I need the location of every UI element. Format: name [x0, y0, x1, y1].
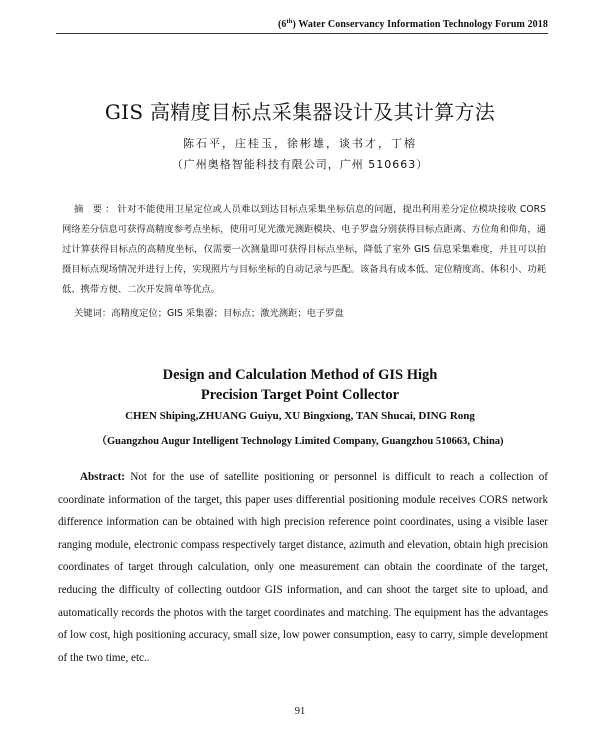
english-abstract-label: Abstract: [80, 471, 125, 483]
english-title-line-1: Design and Calculation Method of GIS High [162, 367, 438, 383]
english-abstract-text: Not for the use of satellite positioning or personnel is difficult to reach a collection of coordinate information of the target, this paper uses differential positioning module receives CORS network difference information can be obtained with high precision reference point coordinates, using a visible laser ranging module, electronic compass respectively target distance, azimuth and elevation, obtain high precision coordinates of target through calculation, only one measurement can obtain the coordinate of the target, reducing the difficulty of collecting outdoor GIS information, and can shoot the target site to upload, and automatically records the photos with the target coordinates and matching. The equipment has the advantages of low cost, high positioning accuracy, small size, low power consumption, easy to carry, simple development of the two time, etc.. [58, 471, 548, 664]
english-title [0, 365, 600, 405]
header-text: ) Water Conservancy Information Technology Forum 2018 [292, 19, 548, 30]
header-superscript: th [286, 18, 293, 25]
page-number: 91 [294, 706, 306, 717]
chinese-title: GIS 高精度目标点采集器设计及其计算方法 [104, 100, 496, 124]
running-header [278, 18, 548, 30]
header-prefix: (6 [277, 19, 287, 30]
english-authors: CHEN Shiping,ZHUANG Guiyu, XU Bingxiong, TAN Shucai, DING Rong [125, 410, 475, 422]
english-title-line-2: Precision Target Point Collector [200, 387, 400, 403]
header-rule [56, 33, 548, 34]
chinese-abstract [62, 200, 546, 300]
chinese-abstract-label: 摘 要： [74, 204, 118, 215]
english-affiliation: （Guangzhou Augur Intelligent Technology Limited Company, Guangzhou 510663, China) [96, 436, 504, 447]
chinese-abstract-text: 针对不能使用卫星定位或人员难以到达目标点采集坐标信息的问题，提出利用差分定位模块接收 CORS 网络差分信息可获得高精度参考点坐标，使用可见光激光测距模块、电子罗盘分别获得目标点距离、方位角和仰角，通过计算获得目标点的高精度坐标，仅需要一次测量即可获得目标点坐标，降低了室外 GIS 信息采集难度，并且可以拍摄目标点现场情况并进行上传，实现照片与目标坐标的自动记录与匹配。该备具有成本低、定位精度高、体积小、功耗低、携带方便、二次开发简单等优点。 [62, 204, 546, 295]
chinese-keywords-text: 高精度定位；GIS 采集器；目标点；激光测距；电子罗盘 [111, 308, 344, 319]
chinese-keywords [62, 304, 546, 324]
chinese-affiliation: （广州奥格智能科技有限公司，广州 510663） [171, 158, 429, 171]
english-abstract [58, 466, 548, 669]
chinese-authors: 陈石平，庄桂玉，徐彬雄，谈书才，丁榕 [183, 137, 417, 150]
chinese-keywords-label: 关键词： [74, 308, 112, 319]
